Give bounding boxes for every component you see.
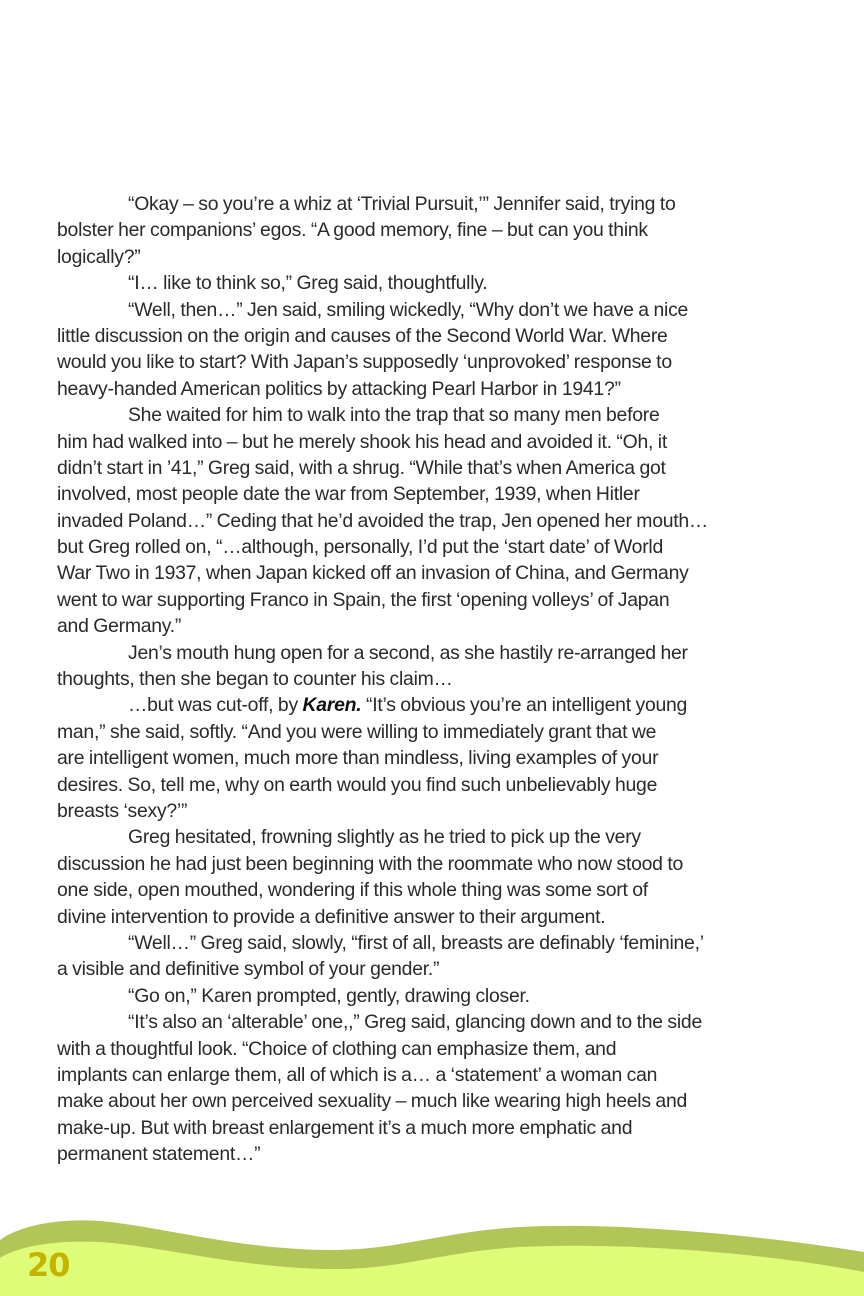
text-line: involved, most people date the war from September, 1939, when Hitler <box>57 483 640 506</box>
text-line: “It’s also an ‘alterable’ one,,” Greg said, glancing down and to the side <box>128 1011 702 1034</box>
text-line: little discussion on the origin and causes of the Second World War. Where <box>57 324 668 347</box>
text-line: him had walked into – but he merely shook his head and avoided it. “Oh, it <box>57 430 667 453</box>
emphasized-name: Karen. <box>302 694 362 717</box>
text-line: with a thoughtful look. “Choice of clothing can emphasize them, and <box>57 1037 617 1060</box>
text-line: heavy-handed American politics by attacking Pearl Harbor in 1941?” <box>57 377 621 400</box>
text-line <box>57 692 809 718</box>
text-line: “Go on,” Karen prompted, gently, drawing closer. <box>128 984 530 1007</box>
text-line: “Okay – so you’re a whiz at ‘Trivial Pursuit,’” Jennifer said, trying to <box>128 193 676 215</box>
text-line: went to war supporting Franco in Spain, the first ‘opening volleys’ of Japan <box>57 588 670 611</box>
text-line: desires. So, tell me, why on earth would you find such unbelievably huge <box>57 773 658 796</box>
text-line: “Well…” Greg said, slowly, “first of all, breasts are definably ‘feminine,’ <box>128 931 704 954</box>
text-line: invaded Poland…” Ceding that he’d avoided the trap, Jen opened her mouth… <box>57 509 709 532</box>
text-line: but Greg rolled on, “…although, personally, I’d put the ‘start date’ of World <box>57 536 664 559</box>
text-line: man,” she said, softly. “And you were willing to immediately grant that we <box>57 720 657 743</box>
text-line: and Germany.” <box>57 615 182 638</box>
body-text <box>57 191 809 1167</box>
footer-wave-decoration <box>0 1190 864 1296</box>
text-line: implants can enlarge them, all of which is a… a ‘statement’ a woman can <box>57 1063 658 1086</box>
text-line: War Two in 1937, when Japan kicked off an invasion of China, and Germany <box>57 562 689 585</box>
text-line: a visible and definitive symbol of your gender.” <box>57 958 440 981</box>
text-line: breasts ‘sexy?’” <box>57 799 188 822</box>
text-line: “I… like to think so,” Greg said, thoughtfully. <box>128 272 488 295</box>
text-line: “Well, then…” Jen said, smiling wickedly, “Why don’t we have a nice <box>128 298 689 321</box>
text-segment: …but was cut-off, by <box>128 694 303 717</box>
text-line: thoughts, then she began to counter his claim… <box>57 668 453 691</box>
text-line: discussion he had just been beginning with the roommate who now stood to <box>57 852 683 875</box>
text-line: make about her own perceived sexuality – much like wearing high heels and <box>57 1090 688 1113</box>
text-line: would you like to start? With Japan’s supposedly ‘unprovoked’ response to <box>57 351 672 374</box>
text-line: She waited for him to walk into the trap that so many men before <box>128 404 660 427</box>
text-line: are intelligent women, much more than mindless, living examples of your <box>57 747 659 770</box>
text-line: divine intervention to provide a definitive answer to their argument. <box>57 905 606 928</box>
page-number: 20 <box>27 1246 70 1284</box>
text-line: logically?” <box>57 245 141 268</box>
text-line: bolster her companions’ egos. “A good memory, fine – but can you think <box>57 219 648 242</box>
text-segment: “It’s obvious you’re an intelligent young <box>361 694 688 717</box>
text-line: one side, open mouthed, wondering if this whole thing was some sort of <box>57 879 648 902</box>
text-line: didn’t start in ’41,” Greg said, with a shrug. “While that’s when America got <box>57 456 666 479</box>
text-line: Jen’s mouth hung open for a second, as she hastily re-arranged her <box>128 641 688 664</box>
text-line: make-up. But with breast enlargement it’s a much more emphatic and <box>57 1116 633 1139</box>
text-line: permanent statement…” <box>57 1143 261 1166</box>
text-line: Greg hesitated, frowning slightly as he tried to pick up the very <box>128 826 641 849</box>
